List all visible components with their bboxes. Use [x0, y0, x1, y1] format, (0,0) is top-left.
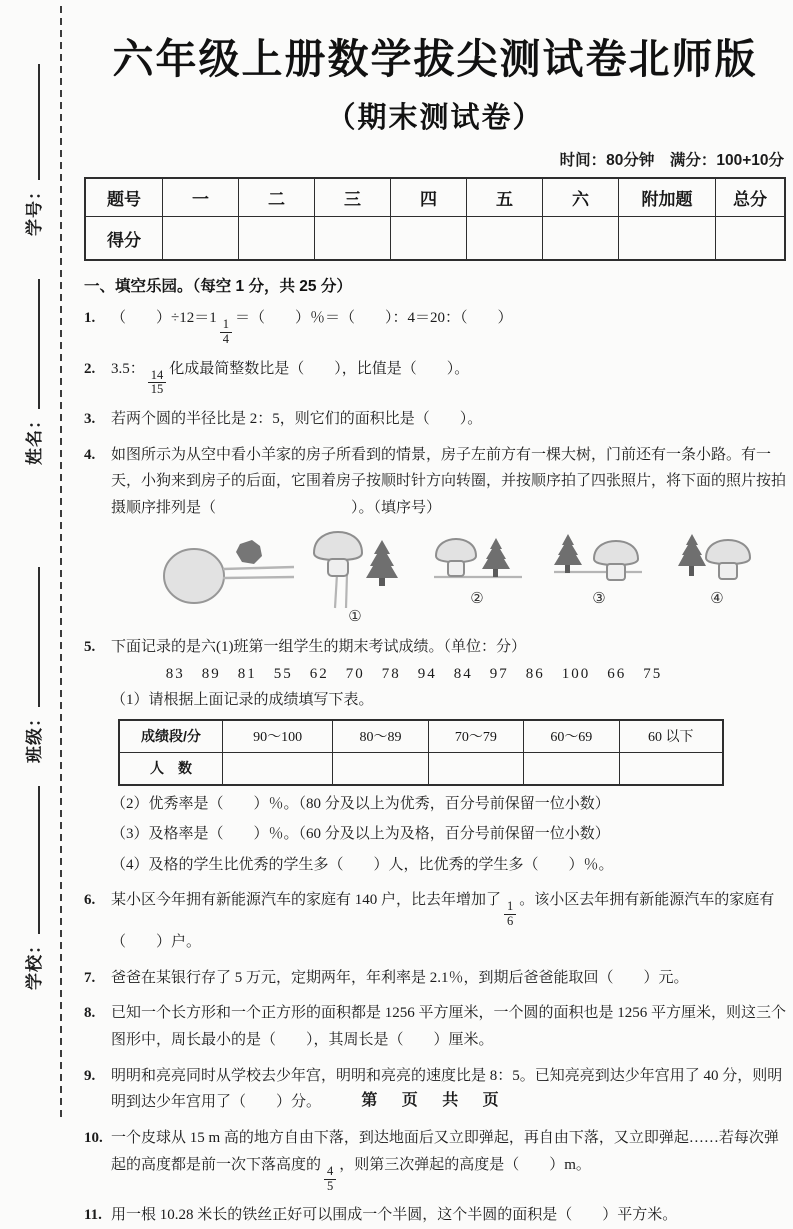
photo-4-figure: [670, 530, 764, 607]
aerial-view-figure: [146, 530, 296, 612]
fraction: [324, 1165, 336, 1194]
photo-3-label: ③: [592, 590, 606, 607]
question-10: [84, 1125, 786, 1193]
question-text: 明明和亮亮同时从学校去少年宫，明明和亮亮的速度比是 8：5。已知亮亮到达少年宫用了 40 分，则明明到达少年宫用了（ ）分。: [111, 1067, 783, 1111]
school-name-field: [17, 786, 43, 990]
student-name-field: [17, 279, 43, 465]
paper-content: [84, 0, 786, 1229]
class-name-label: 班级：: [25, 709, 44, 763]
dashed-cut-line: [60, 6, 62, 1122]
question-text: 某小区今年拥有新能源汽车的家庭有 140 户，比去年增加了 $\frac{1}{6}$ 。该小区去年拥有新能源汽车的家庭有（ ）户。: [111, 892, 775, 950]
paper-subtitle: （期末测试卷）: [326, 102, 544, 134]
question-2: [84, 356, 786, 398]
question-text: 若两个圆的半径比是 2：5，则它们的面积比是（ ）。: [111, 411, 483, 427]
range-header-2: 80～89: [333, 720, 428, 753]
photo-1-label: ①: [348, 608, 362, 625]
question-5-sub-4: （4）及格的学生比优秀的学生多（ ）人，比优秀的学生多（ ）％。: [111, 856, 614, 873]
range-header-0: 成绩段/分: [119, 720, 223, 753]
student-name-blank: [38, 279, 40, 409]
questions-1-to-4: [84, 305, 786, 522]
score-row-label: 得分: [85, 217, 163, 261]
score-cell: [239, 217, 315, 261]
paper-title: 六年级上册数学拔尖测试卷北师版: [112, 36, 758, 82]
range-header-3: 70～79: [428, 720, 523, 753]
page-footer: 第 页 共 页: [361, 1092, 509, 1109]
question-7: [84, 965, 786, 992]
question-number: 2.: [84, 360, 96, 377]
school-name-blank: [38, 786, 40, 934]
question-text: 如图所示为从空中看小羊家的房子所看到的情景，房子左前方有一棵大树，门前还有一条小路。有一天，小狗来到房子的后面，它围着房子按顺时针方向转圈，并按顺序拍了四张照片，将下面的照片按拍摄顺序排列是（ ）。（填序号）: [111, 446, 787, 517]
fraction: [148, 369, 167, 398]
school-name-label: 学校：: [25, 936, 44, 990]
question-number: 10.: [84, 1130, 103, 1147]
question-11: [84, 1202, 786, 1229]
column-8: 总分: [716, 178, 786, 217]
photo-1-illustration: [304, 530, 406, 610]
question-8: [84, 1000, 786, 1053]
column-3: 三: [315, 178, 391, 217]
column-2: 二: [239, 178, 315, 217]
fraction-denominator: 6: [507, 914, 514, 929]
column-7: 附加题: [619, 178, 716, 217]
stats-count-row: [119, 752, 723, 785]
fraction-numerator: 14: [148, 369, 167, 384]
fraction: [504, 900, 516, 929]
count-row-label: 人 数: [119, 752, 223, 785]
count-cell: [619, 752, 723, 785]
column-5: 五: [467, 178, 543, 217]
column-6: 六: [543, 178, 619, 217]
fraction-numerator: 4: [324, 1165, 336, 1180]
question-4: [84, 442, 786, 522]
question-number: 6.: [84, 892, 96, 909]
photo-3-illustration: [550, 530, 648, 592]
column-4: 四: [391, 178, 467, 217]
question-text: 已知一个长方形和一个正方形的面积都是 1256 平方厘米，一个圆的面积也是 1256 平方厘米，则这三个图形中，周长最小的是（ ），其周长是（ ）厘米。: [111, 1005, 787, 1048]
question-number: 1.: [84, 310, 96, 326]
question-3: [84, 406, 786, 433]
student-number-label: 学号：: [25, 182, 44, 236]
photo-2-label: ②: [470, 590, 484, 607]
range-header-1: 90～100: [223, 720, 333, 753]
fraction: [220, 318, 232, 347]
photo-2-illustration: [428, 530, 526, 592]
count-cell: [428, 752, 523, 785]
question-number: 7.: [84, 969, 96, 986]
question-text: （ ）÷12＝1 $\frac{1}{4}$ ＝（ ）％＝（ ）：4＝20：（ ）: [111, 310, 513, 346]
question4-photos-row: [146, 530, 786, 625]
score-row: [85, 217, 785, 261]
class-name-blank: [38, 567, 40, 707]
student-number-field: [17, 64, 43, 236]
question-number: 3.: [84, 411, 96, 427]
score-cell: [391, 217, 467, 261]
time-and-score-meta: 时间：80分钟 满分：100+10分: [559, 152, 784, 169]
column-1: 一: [163, 178, 239, 217]
fraction-denominator: 4: [222, 331, 229, 346]
question-5-sub-2: （2）优秀率是（ ）％。（80 分及以上为优秀，百分号前保留一位小数）: [111, 795, 610, 812]
count-cell: [333, 752, 428, 785]
score-cell: [467, 217, 543, 261]
photo-1-figure: [304, 530, 406, 625]
photo-2-figure: [428, 530, 526, 607]
count-cell: [524, 752, 619, 785]
fraction-numerator: 1: [220, 318, 232, 333]
count-cell: [223, 752, 333, 785]
stats-header-row: [119, 720, 723, 753]
question-text: 爸爸在某银行存了 5 万元，定期两年，年利率是 2.1％，到期后爸爸能取回（ ）元。: [111, 969, 689, 986]
photo-4-illustration: [670, 530, 764, 592]
question-1: [84, 305, 786, 347]
question-5-sub-3: （3）及格率是（ ）％。（60 分及以上为及格，百分号前保留一位小数）: [111, 826, 610, 843]
question-number: 5.: [84, 638, 96, 655]
questions-6-to-11: [84, 887, 786, 1229]
section-1-heading: 一、填空乐园。（每空 1 分，共 25 分）: [84, 278, 352, 295]
student-name-label: 姓名：: [25, 411, 44, 465]
score-cell: [543, 217, 619, 261]
range-header-4: 60～69: [524, 720, 619, 753]
question-number-header: 题号: [85, 178, 163, 217]
student-number-blank: [38, 64, 40, 180]
score-cell: [315, 217, 391, 261]
question-number: 11.: [84, 1207, 102, 1224]
score-cell: [716, 217, 786, 261]
question-text: 3.5： $\frac{14}{15}$ 化成最简整数比是（ ），比值是（ ）。: [111, 360, 470, 397]
exam-scores-list: 83 89 81 55 62 70 78 94 84 97 86 100 66 75: [165, 666, 663, 683]
score-summary-table: [84, 177, 786, 261]
class-name-field: [17, 567, 43, 763]
score-cell: [619, 217, 716, 261]
range-header-5: 60 以下: [619, 720, 723, 753]
score-ranges-table: [118, 719, 724, 786]
photo-3-figure: [550, 530, 648, 607]
fraction-numerator: 1: [504, 900, 516, 915]
question-5: [84, 634, 786, 661]
score-cell: [163, 217, 239, 261]
question-number: 9.: [84, 1067, 96, 1084]
score-table-header-row: [85, 178, 785, 217]
question-5-sub-1: （1）请根据上面记录的成绩填写下表。: [111, 692, 374, 709]
question-6: [84, 887, 786, 955]
fraction-denominator: 15: [150, 382, 164, 397]
question-text: 用一根 10.28 米长的铁丝正好可以围成一个半圆，这个半圆的面积是（ ）平方米。: [111, 1207, 678, 1224]
house-aerial-illustration: [146, 530, 296, 612]
question-text: 一个皮球从 15 m 高的地方自由下落，到达地面后又立即弹起，再自由下落，又立即弹起……若每次弹起的高度都是前一次下落高度的 $\frac{4}{5}$ ，则第三次弹起的高度是（ ）m。: [111, 1130, 779, 1193]
question-text: 下面记录的是六(1)班第一组学生的期末考试成绩。（单位：分）: [111, 638, 526, 655]
question-number: 4.: [84, 446, 96, 463]
question-number: 8.: [84, 1005, 96, 1022]
photo-4-label: ④: [710, 590, 724, 607]
fraction-denominator: 5: [327, 1178, 334, 1193]
